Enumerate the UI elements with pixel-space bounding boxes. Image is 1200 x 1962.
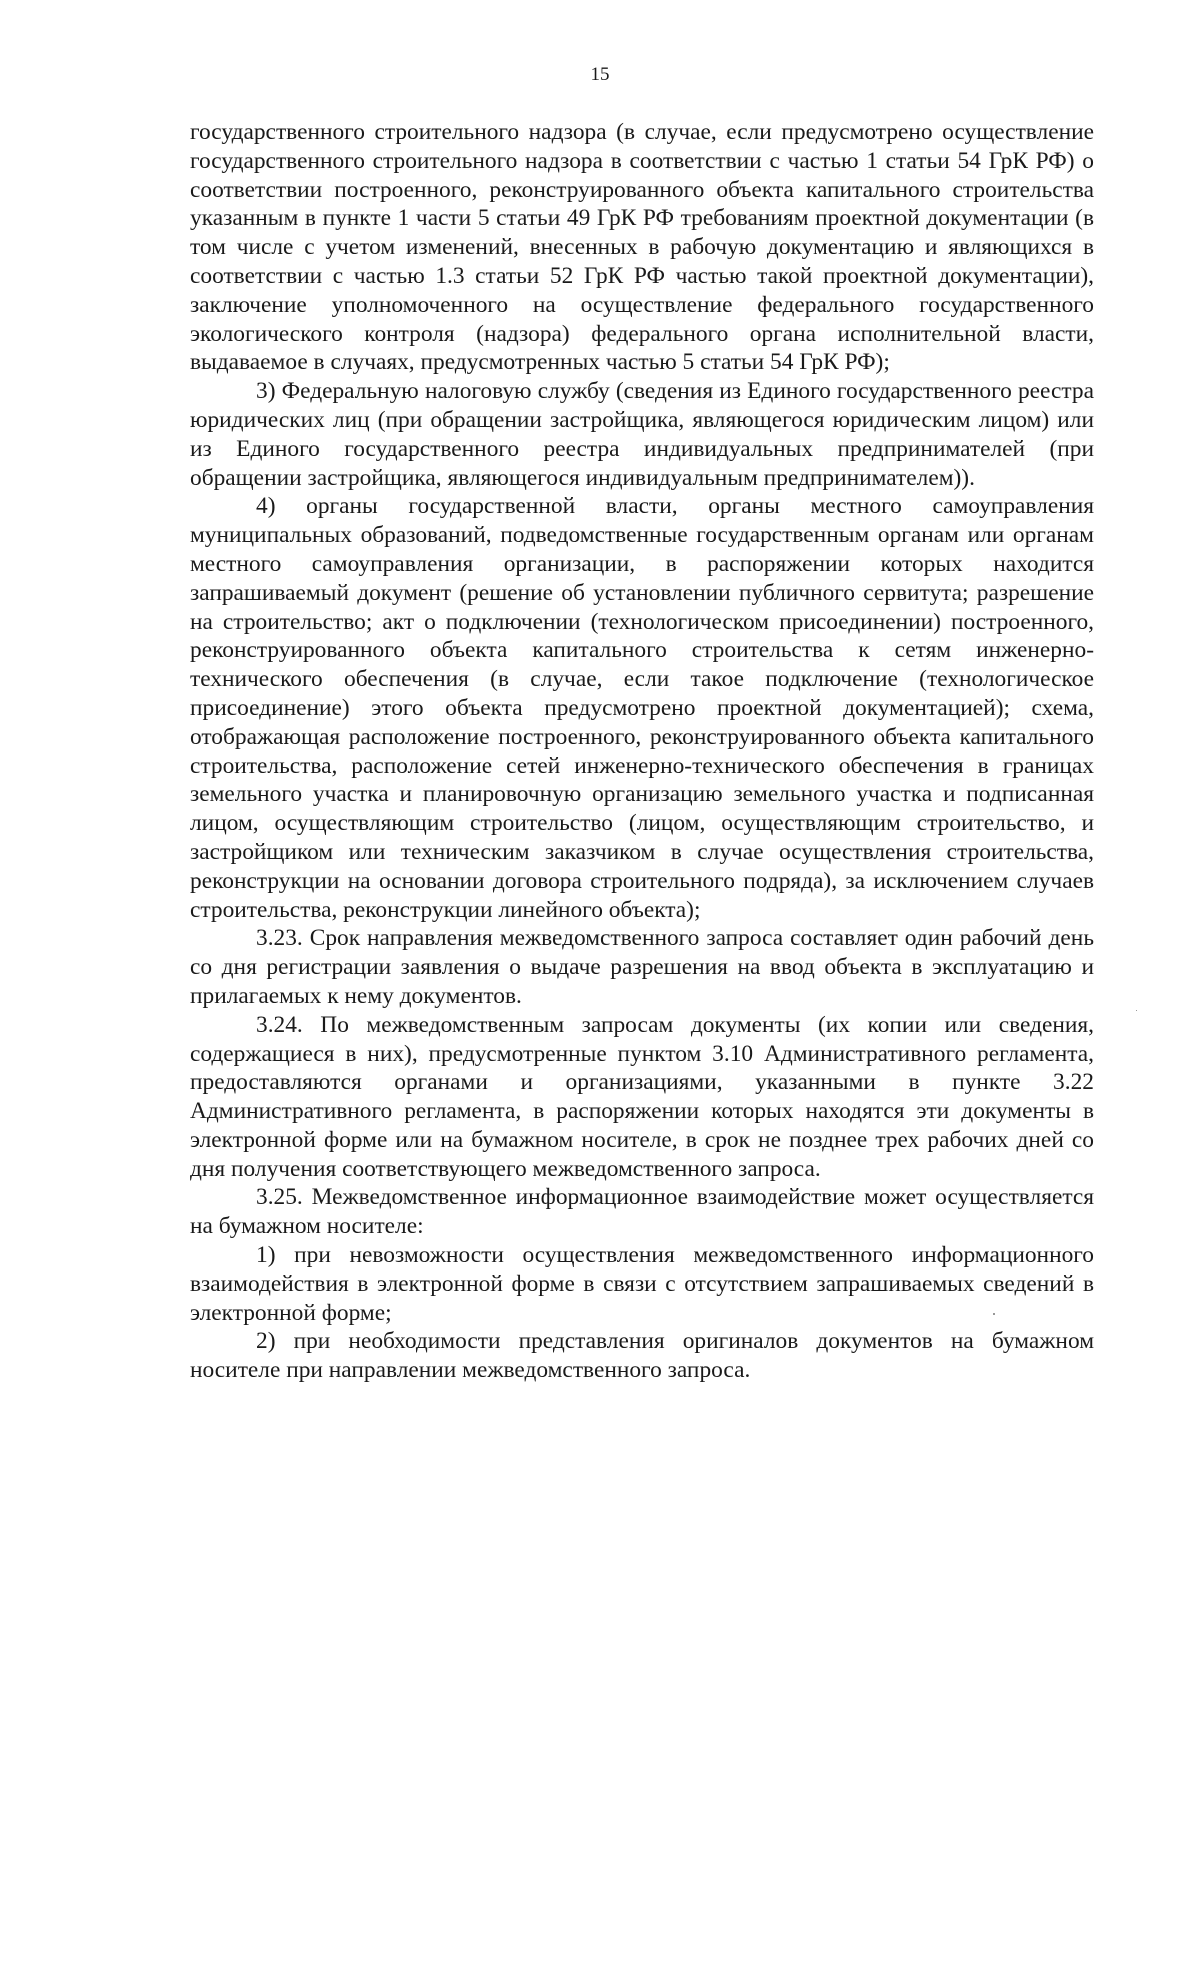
- document-body: [190, 118, 1094, 1385]
- paragraph-3-25: 3.25. Межведомственное информационное взаимодействие может осуществляется на бумажном носителе:: [190, 1184, 1094, 1240]
- paragraph-3-25-item-2: 2) при необходимости представления оригиналов документов на бумажном носителе при направлении межведомственного запроса.: [190, 1328, 1094, 1384]
- paragraph-item-3: 3) Федеральную налоговую службу (сведения из Единого государственного реестра юридических лиц (при обращении застройщика, являющегося юридическим лицом) или из Единого государственного реестра индивидуальных предпринимателей (при обращении застройщика, являющегося индивидуальным предпринимателем)).: [190, 378, 1094, 491]
- paragraph-3-25-item-1: 1) при невозможности осуществления межведомственного информационного взаимодействия в электронной форме в связи с отсутствием запрашиваемых сведений в электронной форме;: [190, 1242, 1094, 1326]
- scan-speck: [1136, 1010, 1137, 1011]
- paragraph-3-23: 3.23. Срок направления межведомственного запроса составляет один рабочий день со дня регистрации заявления о выдаче разрешения на ввод объекта в эксплуатацию и прилагаемых к нему документов.: [190, 925, 1094, 1009]
- paragraph-item-4: 4) органы государственной власти, органы местного самоуправления муниципальных образований, подведомственные государственным органам или органам местного самоуправления организации, в распоряжении которых находится запрашиваемый документ (решение об установлении публичного сервитута; разрешение на строительство; акт о подключении (технологическом присоединении) построенного, реконструированного объекта капитального строительства к сетям инженерно-технического обеспечения (в случае, если такое подключение (технологическое присоединение) этого объекта предусмотрено проектной документацией); схема, отображающая расположение построенного, реконструированного объекта капитального строительства, расположение сетей инженерно-технического обеспечения в границах земельного участка и планировочную организацию земельного участка и подписанная лицом, осуществляющим строительство (лицом, осуществляющим строительство, и застройщиком или техническим заказчиком в случае осуществления строительства, реконструкции на основании договора строительного подряда), за исключением случаев строительства, реконструкции линейного объекта);: [190, 493, 1094, 923]
- paragraph-3-24: 3.24. По межведомственным запросам документы (их копии или сведения, содержащиеся в них), предусмотренные пунктом 3.10 Административного регламента, предоставляются органами и организациями, указанными в пункте 3.22 Административного регламента, в распоряжении которых находятся эти документы в электронной форме или на бумажном носителе, в срок не позднее трех рабочих дней со дня получения соответствующего межведомственного запроса.: [190, 1011, 1094, 1182]
- scan-speck: [993, 1313, 995, 1315]
- page-number: 15: [590, 64, 610, 85]
- paragraph-continuation: государственного строительного надзора (в случае, если предусмотрено осуществление государственного строительного надзора в соответствии с частью 1 статьи 54 ГрК РФ) о соответствии построенного, реконструированного объекта капитального строительства указанным в пункте 1 части 5 статьи 49 ГрК РФ требованиям проектной документации (в том числе с учетом изменений, внесенных в рабочую документацию и являющихся в соответствии с частью 1.3 статьи 52 ГрК РФ частью такой проектной документации), заключение уполномоченного на осуществление федерального государственного экологического контроля (надзора) федерального органа исполнительной власти, выдаваемое в случаях, предусмотренных частью 5 статьи 54 ГрК РФ);: [190, 119, 1094, 376]
